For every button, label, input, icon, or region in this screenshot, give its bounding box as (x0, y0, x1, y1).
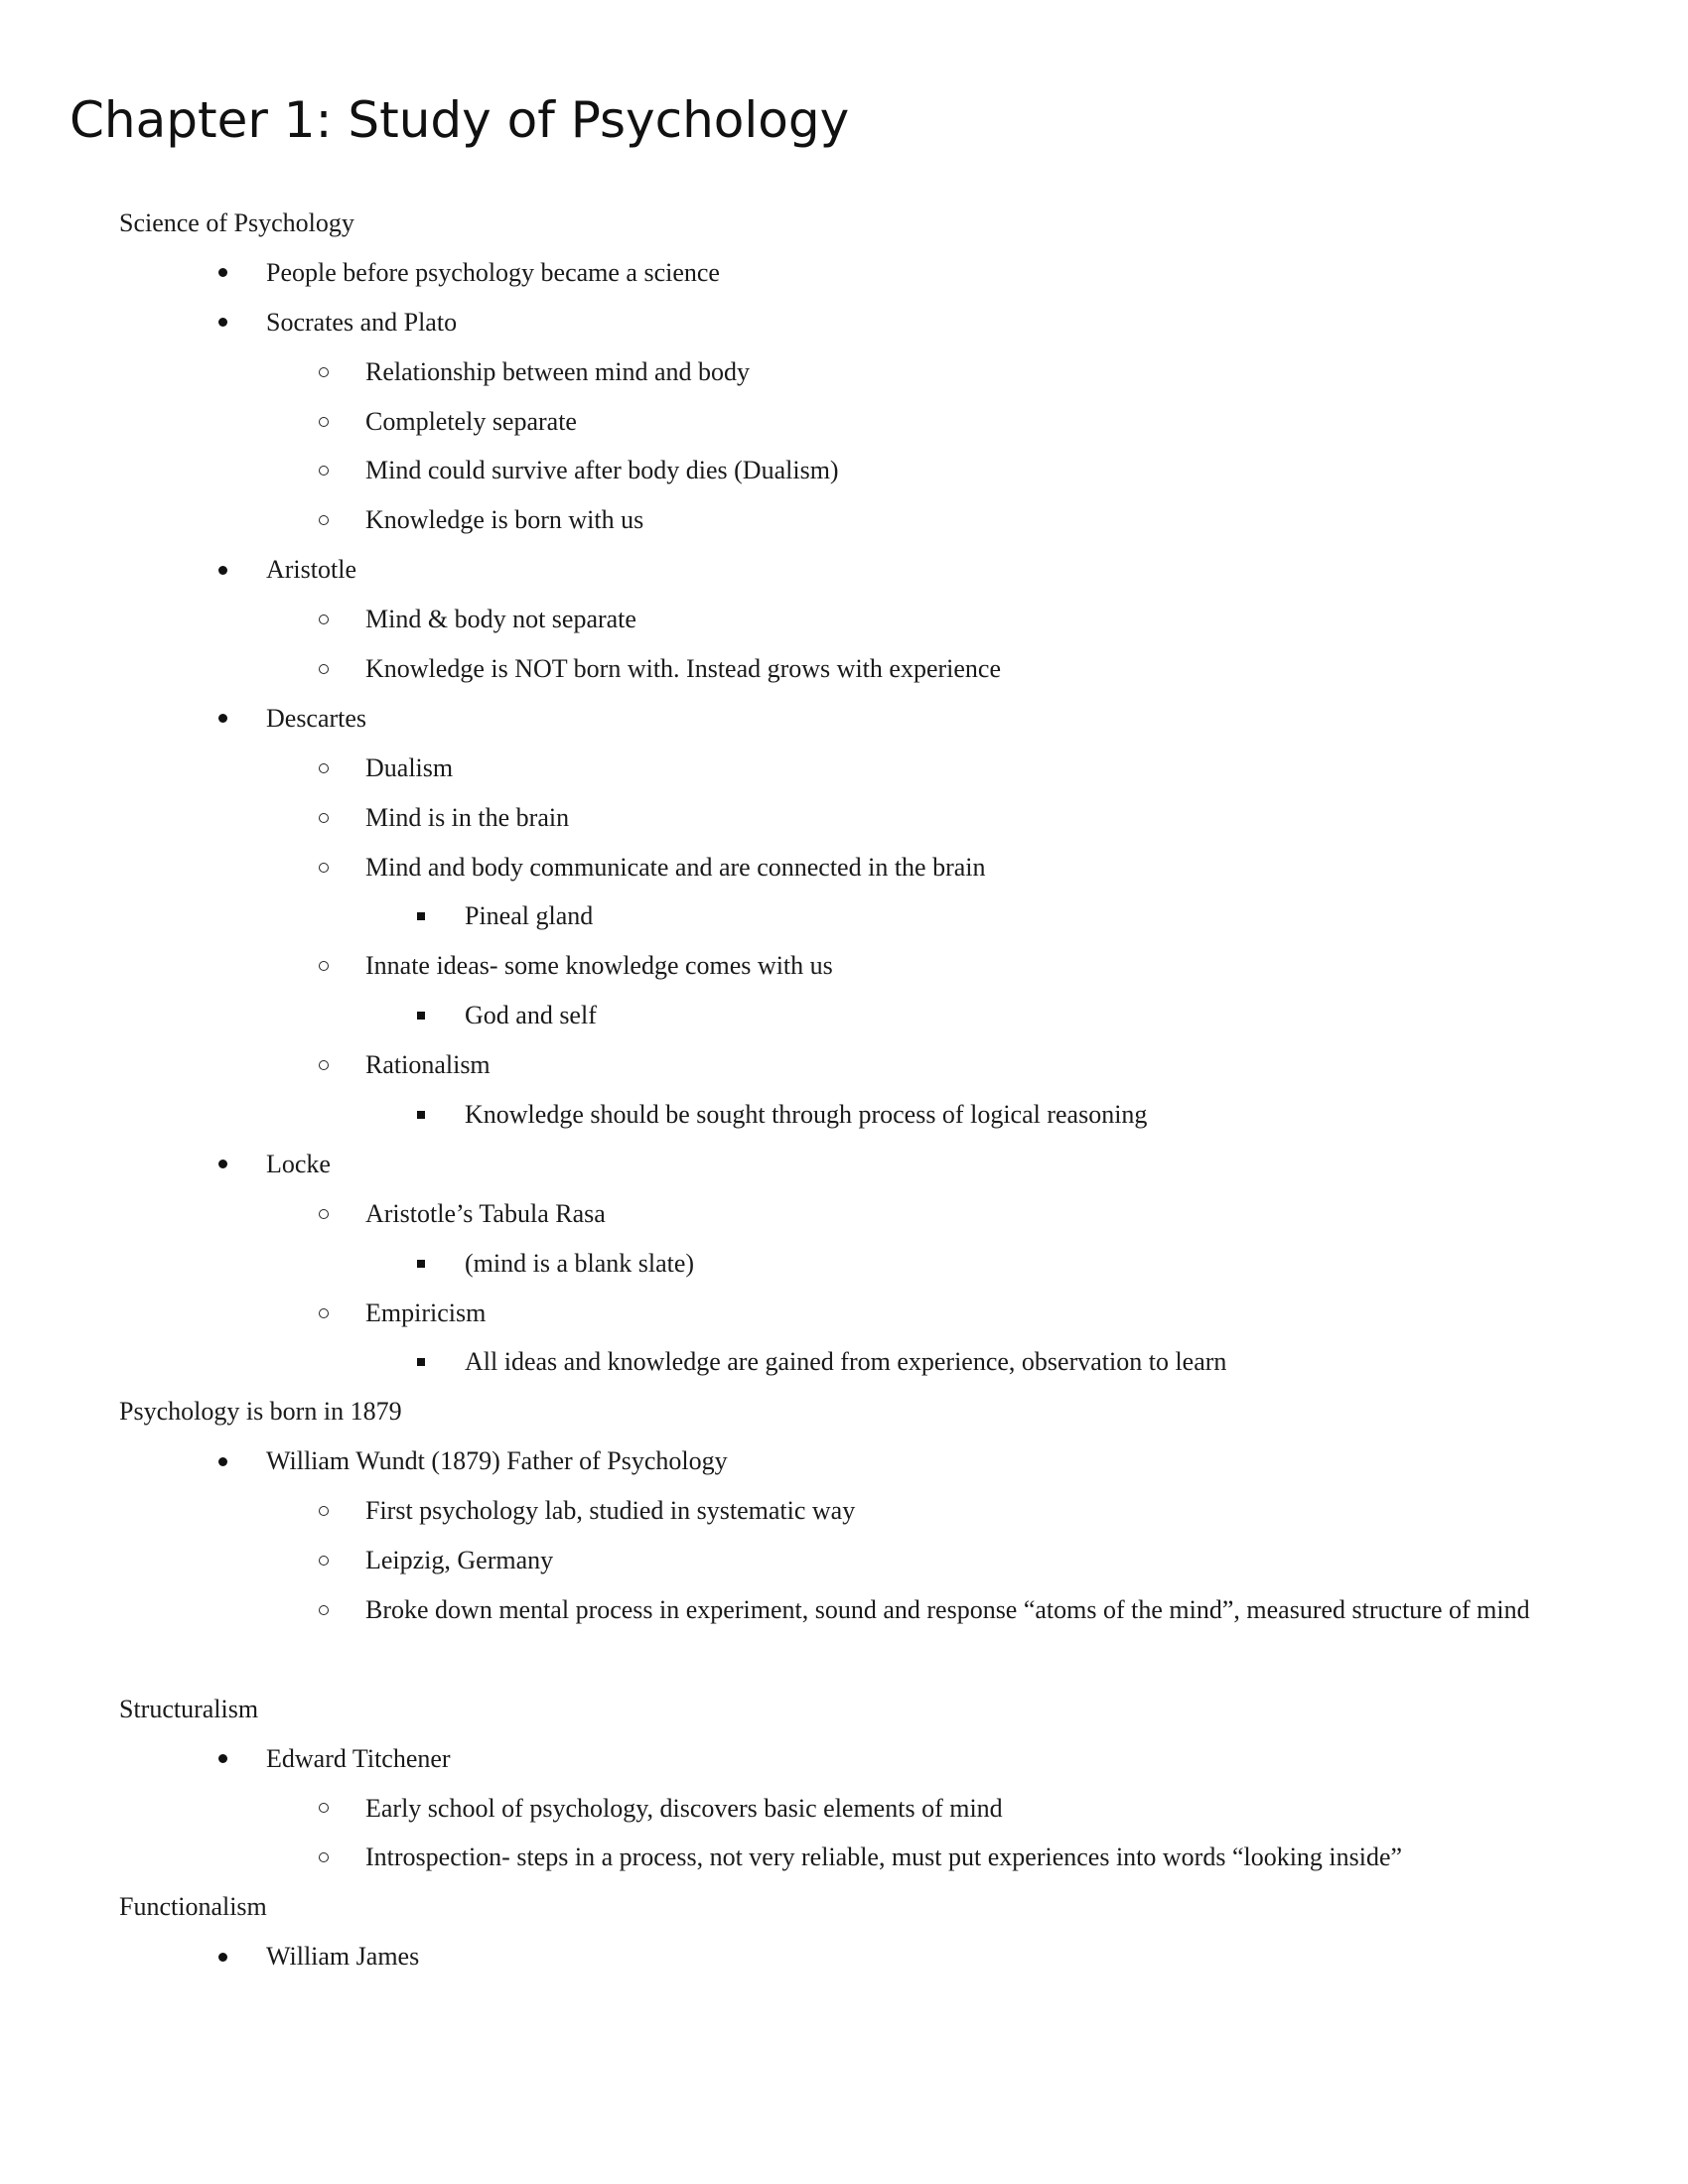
list-item (0, 595, 1688, 644)
list-item (0, 991, 1688, 1040)
list-item-text: (mind is a blank slate) (465, 1248, 695, 1278)
square-bullet-icon (406, 1090, 436, 1140)
list-item (0, 347, 1688, 397)
disc-bullet-icon (208, 1140, 237, 1189)
list-item (0, 1189, 1688, 1239)
list-item (0, 397, 1688, 447)
list-item (0, 644, 1688, 694)
list-item-text: Dualism (365, 752, 454, 782)
list-item-text: Knowledge should be sought through process of logical reasoning (465, 1100, 1148, 1130)
square-bullet-icon (406, 1337, 436, 1387)
disc-bullet-icon (208, 298, 237, 347)
list-item (0, 891, 1688, 941)
list-item-text: Rationalism (365, 1050, 491, 1080)
circle-bullet-icon (309, 397, 339, 447)
circle-bullet-icon (309, 843, 339, 892)
circle-bullet-icon (309, 1486, 339, 1536)
disc-bullet-icon (208, 545, 237, 595)
list-item-text: Aristotle (266, 555, 356, 585)
list-item-text: William James (266, 1942, 420, 1972)
circle-bullet-icon (309, 744, 339, 793)
circle-bullet-icon (309, 1289, 339, 1338)
list-item (0, 298, 1688, 347)
list-item (0, 744, 1688, 793)
circle-bullet-icon (309, 595, 339, 644)
section-heading-text: Structuralism (119, 1694, 259, 1723)
circle-bullet-icon (309, 941, 339, 991)
section-heading (0, 1387, 1688, 1436)
list-item-text: Mind and body communicate and are connected in the brain (365, 852, 986, 882)
list-item (0, 248, 1688, 298)
list-item (0, 1833, 1688, 1882)
circle-bullet-icon (309, 1040, 339, 1090)
page-title: Chapter 1: Study of Psychology (70, 91, 850, 149)
circle-bullet-icon (309, 1585, 339, 1635)
section-heading (0, 1882, 1688, 1932)
list-item-text: Socrates and Plato (266, 307, 458, 337)
disc-bullet-icon (208, 694, 237, 744)
section-heading (0, 1685, 1688, 1734)
notes-outline (0, 199, 1688, 1981)
list-item-text: Broke down mental process in experiment, sound and response “atoms of the mind”, measured structure of mind (365, 1594, 1530, 1624)
list-item (0, 793, 1688, 843)
list-item (0, 1932, 1688, 1981)
circle-bullet-icon (309, 1536, 339, 1585)
list-item-text: Relationship between mind and body (365, 356, 751, 386)
list-item (0, 495, 1688, 545)
list-item (0, 1140, 1688, 1189)
circle-bullet-icon (309, 446, 339, 495)
circle-bullet-icon (309, 1784, 339, 1834)
list-item (0, 1784, 1688, 1834)
list-item (0, 1090, 1688, 1140)
list-item-text: Early school of psychology, discovers basic elements of mind (365, 1793, 1003, 1823)
circle-bullet-icon (309, 347, 339, 397)
section-heading (0, 199, 1688, 248)
list-item (0, 941, 1688, 991)
circle-bullet-icon (309, 495, 339, 545)
list-item-text: Knowledge is NOT born with. Instead grows with experience (365, 654, 1001, 684)
circle-bullet-icon (309, 1189, 339, 1239)
list-item-text: Completely separate (365, 406, 577, 436)
list-item-text: Mind & body not separate (365, 605, 636, 634)
list-item-text: Edward Titchener (266, 1743, 451, 1773)
list-item-text: God and self (465, 1001, 597, 1030)
list-item-text: Empiricism (365, 1297, 487, 1327)
list-item-text: Mind is in the brain (365, 802, 570, 832)
square-bullet-icon (406, 891, 436, 941)
disc-bullet-icon (208, 1932, 237, 1981)
list-item-text: Mind could survive after body dies (Dualism) (365, 456, 839, 485)
list-item-text: First psychology lab, studied in systematic way (365, 1496, 856, 1526)
list-item (0, 1239, 1688, 1289)
list-item (0, 545, 1688, 595)
square-bullet-icon (406, 1239, 436, 1289)
square-bullet-icon (406, 991, 436, 1040)
list-item (0, 843, 1688, 892)
list-item-text: Aristotle’s Tabula Rasa (365, 1198, 606, 1228)
disc-bullet-icon (208, 1436, 237, 1486)
list-item (0, 1289, 1688, 1338)
list-item (0, 1734, 1688, 1784)
list-item (0, 694, 1688, 744)
list-item-text: Pineal gland (465, 901, 594, 931)
list-item-text: William Wundt (1879) Father of Psychology (266, 1446, 728, 1476)
list-item-text: Locke (266, 1149, 331, 1178)
list-item-text: Leipzig, Germany (365, 1546, 554, 1575)
list-item (0, 1486, 1688, 1536)
list-item (0, 1585, 1688, 1685)
list-item (0, 446, 1688, 495)
section-heading-text: Psychology is born in 1879 (119, 1397, 402, 1427)
list-item-text: People before psychology became a science (266, 257, 720, 287)
list-item-text: Descartes (266, 703, 367, 733)
list-item (0, 1337, 1688, 1387)
circle-bullet-icon (309, 644, 339, 694)
section-heading-text: Functionalism (119, 1892, 267, 1922)
list-item-text: All ideas and knowledge are gained from experience, observation to learn (465, 1347, 1227, 1377)
disc-bullet-icon (208, 1734, 237, 1784)
list-item-text: Knowledge is born with us (365, 505, 644, 535)
circle-bullet-icon (309, 793, 339, 843)
list-item (0, 1040, 1688, 1090)
list-item-text: Introspection- steps in a process, not very reliable, must put experiences into words “looking inside” (365, 1843, 1403, 1872)
section-heading-text: Science of Psychology (119, 208, 354, 237)
list-item-text: Innate ideas- some knowledge comes with us (365, 951, 833, 981)
disc-bullet-icon (208, 248, 237, 298)
list-item (0, 1536, 1688, 1585)
list-item (0, 1436, 1688, 1486)
circle-bullet-icon (309, 1833, 339, 1882)
